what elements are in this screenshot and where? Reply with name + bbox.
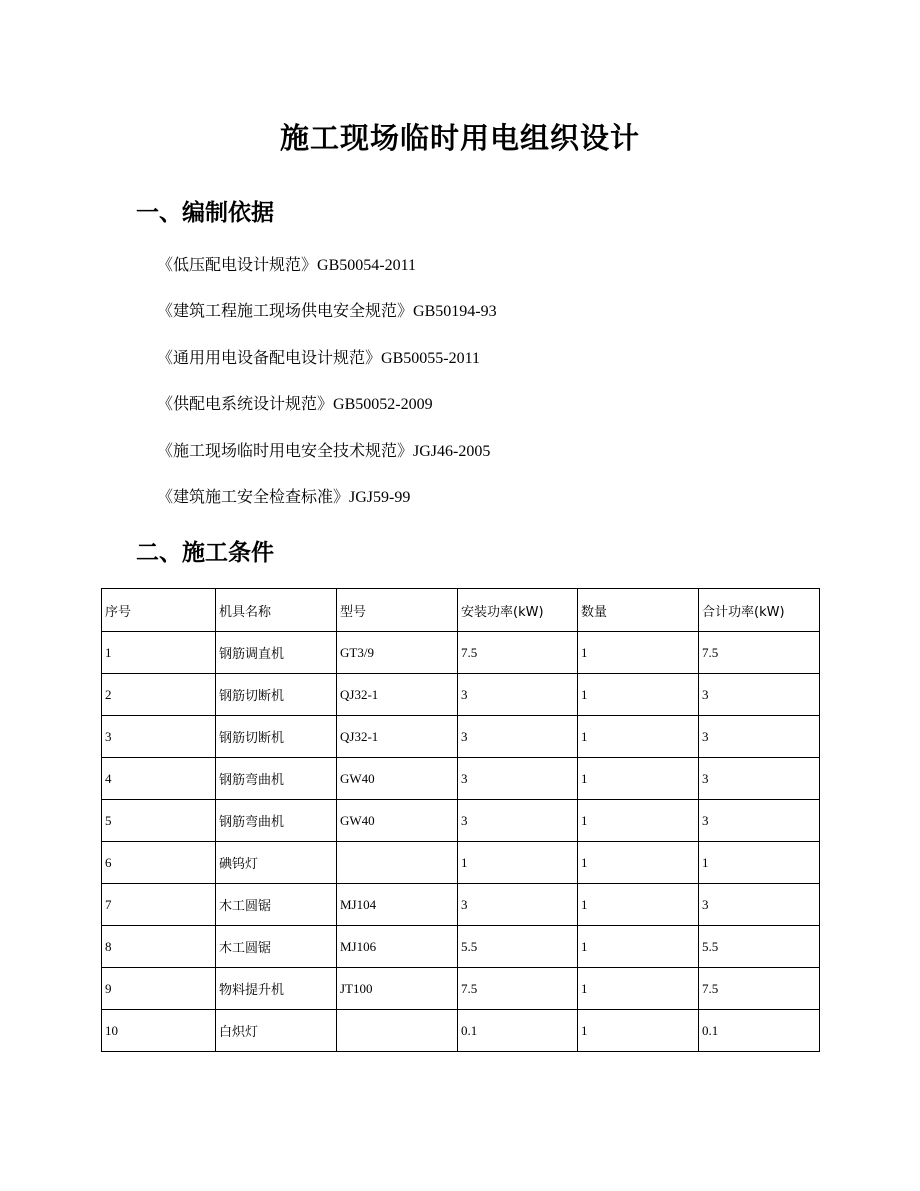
- cell-quantity: 1: [578, 674, 699, 716]
- cell-index: 4: [102, 758, 216, 800]
- cell-total-power: 1: [699, 842, 820, 884]
- cell-equipment-name: 钢筋弯曲机: [216, 758, 337, 800]
- table-row: [102, 926, 820, 968]
- cell-index: 9: [102, 968, 216, 1010]
- cell-installed-power: 3: [458, 716, 578, 758]
- standard-name: 《施工现场临时用电安全技术规范》: [157, 440, 414, 460]
- header-equipment-name: 机具名称: [216, 589, 337, 632]
- cell-model: GW40: [337, 800, 458, 842]
- basis-item: [157, 346, 497, 392]
- cell-installed-power: 5.5: [458, 926, 578, 968]
- cell-index: 8: [102, 926, 216, 968]
- basis-item: [157, 392, 497, 438]
- cell-index: 1: [102, 632, 216, 674]
- cell-model: QJ32-1: [337, 716, 458, 758]
- cell-installed-power: 3: [458, 758, 578, 800]
- cell-index: 2: [102, 674, 216, 716]
- cell-equipment-name: 白炽灯: [216, 1010, 337, 1052]
- cell-model: [337, 1010, 458, 1052]
- cell-installed-power: 3: [458, 674, 578, 716]
- section-heading-basis: 一、编制依据: [136, 200, 274, 226]
- cell-equipment-name: 钢筋调直机: [216, 632, 337, 674]
- basis-item: [157, 253, 497, 299]
- equipment-table: [101, 588, 820, 1052]
- cell-installed-power: 7.5: [458, 968, 578, 1010]
- cell-model: GW40: [337, 758, 458, 800]
- table-row: [102, 632, 820, 674]
- basis-item: [157, 485, 497, 531]
- cell-total-power: 3: [699, 884, 820, 926]
- basis-item: [157, 299, 497, 345]
- basis-list: [157, 253, 497, 531]
- cell-installed-power: 7.5: [458, 632, 578, 674]
- section-heading-conditions: 二、施工条件: [136, 540, 274, 566]
- cell-equipment-name: 物料提升机: [216, 968, 337, 1010]
- cell-installed-power: 0.1: [458, 1010, 578, 1052]
- standard-name: 《建筑工程施工现场供电安全规范》: [157, 301, 414, 321]
- table-row: [102, 1010, 820, 1052]
- cell-total-power: 0.1: [699, 1010, 820, 1052]
- cell-quantity: 1: [578, 884, 699, 926]
- cell-model: JT100: [337, 968, 458, 1010]
- cell-index: 3: [102, 716, 216, 758]
- cell-quantity: 1: [578, 1010, 699, 1052]
- cell-index: 5: [102, 800, 216, 842]
- cell-model: MJ104: [337, 884, 458, 926]
- standard-name: 《供配电系统设计规范》: [157, 394, 334, 414]
- table-row: [102, 674, 820, 716]
- cell-quantity: 1: [578, 968, 699, 1010]
- cell-total-power: 3: [699, 800, 820, 842]
- header-model: 型号: [337, 589, 458, 632]
- cell-equipment-name: 钢筋弯曲机: [216, 800, 337, 842]
- cell-index: 6: [102, 842, 216, 884]
- cell-equipment-name: 木工圆锯: [216, 884, 337, 926]
- cell-total-power: 3: [699, 674, 820, 716]
- cell-equipment-name: 木工圆锯: [216, 926, 337, 968]
- standard-name: 《低压配电设计规范》: [157, 255, 318, 274]
- cell-equipment-name: 钢筋切断机: [216, 716, 337, 758]
- table-header-row: [102, 589, 820, 632]
- cell-quantity: 1: [578, 926, 699, 968]
- cell-model: QJ32-1: [337, 674, 458, 716]
- table-row: [102, 800, 820, 842]
- cell-total-power: 7.5: [699, 968, 820, 1010]
- cell-model: [337, 842, 458, 884]
- cell-index: 7: [102, 884, 216, 926]
- cell-model: GT3/9: [337, 632, 458, 674]
- cell-quantity: 1: [578, 716, 699, 758]
- standard-name: 《建筑施工安全检查标准》: [157, 486, 350, 506]
- header-index: 序号: [102, 589, 216, 632]
- cell-quantity: 1: [578, 632, 699, 674]
- standard-code: JGJ46-2005: [413, 442, 491, 460]
- standard-code: GB50054-2011: [317, 257, 416, 274]
- cell-installed-power: 3: [458, 800, 578, 842]
- table-row: [102, 968, 820, 1010]
- document-title: 施工现场临时用电组织设计: [279, 121, 640, 155]
- cell-quantity: 1: [578, 758, 699, 800]
- standard-code: JGJ59-99: [349, 488, 411, 506]
- cell-index: 10: [102, 1010, 216, 1052]
- cell-installed-power: 1: [458, 842, 578, 884]
- cell-equipment-name: 碘钨灯: [216, 842, 337, 884]
- table-row: [102, 716, 820, 758]
- standard-code: GB50194-93: [413, 303, 497, 321]
- table-row: [102, 758, 820, 800]
- cell-total-power: 7.5: [699, 632, 820, 674]
- cell-quantity: 1: [578, 800, 699, 842]
- cell-equipment-name: 钢筋切断机: [216, 674, 337, 716]
- table-row: [102, 884, 820, 926]
- header-installed-power: 安装功率(kW): [458, 589, 578, 632]
- table-row: [102, 842, 820, 884]
- cell-model: MJ106: [337, 926, 458, 968]
- standard-name: 《通用用电设备配电设计规范》: [157, 347, 382, 367]
- cell-total-power: 5.5: [699, 926, 820, 968]
- cell-installed-power: 3: [458, 884, 578, 926]
- standard-code: GB50055-2011: [381, 349, 480, 367]
- header-total-power: 合计功率(kW): [699, 589, 820, 632]
- cell-total-power: 3: [699, 758, 820, 800]
- cell-quantity: 1: [578, 842, 699, 884]
- header-quantity: 数量: [578, 589, 699, 632]
- cell-total-power: 3: [699, 716, 820, 758]
- standard-code: GB50052-2009: [333, 396, 433, 414]
- basis-item: [157, 439, 497, 485]
